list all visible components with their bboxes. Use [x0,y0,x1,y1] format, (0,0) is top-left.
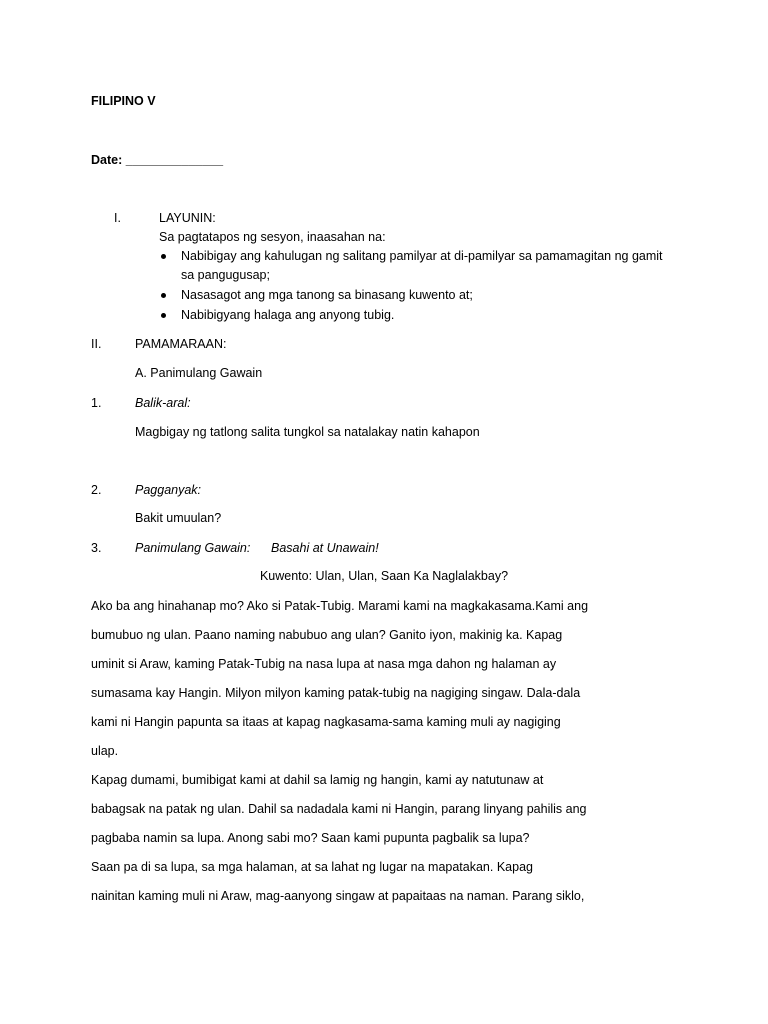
objective-3: Nabibigyang halaga ang anyong tubig. [181,308,395,322]
section-2-numeral: II. [91,337,102,351]
story-line: nainitan kaming muli ni Araw, mag-aanyong singaw at papaitaas na naman. Parang siklo, [91,889,585,903]
item-2-title: Pagganyak: [135,483,202,497]
section-1-intro: Sa pagtatapos ng sesyon, inaasahan na: [159,230,386,244]
item-3-number: 3. [91,541,102,555]
story-line: Kapag dumami, bumibigat kami at dahil sa lamig ng hangin, kami ay natutunaw at [91,773,544,787]
story-line: ulap. [91,744,119,758]
date-label: Date: [91,153,123,167]
item-1-number: 1. [91,396,102,410]
story-line: kami ni Hangin papunta sa itaas at kapag nagkasama-sama kaming muli ay nagiging [91,715,561,729]
subject-heading: FILIPINO V [91,94,156,108]
objective-1: Nabibigay ang kahulugan ng salitang pamilyar at di-pamilyar sa pamamagitan ng gamit [181,249,663,263]
story-line: babagsak na patak ng ulan. Dahil sa nadadala kami ni Hangin, parang linyang pahilis ang [91,802,587,816]
item-3-title: Panimulang Gawain: [135,541,251,555]
bullet-icon [161,254,166,259]
item-1-title: Balik-aral: [135,396,191,410]
story-line: uminit si Araw, kaming Patak-Tubig na nasa lupa at nasa mga dahon ng halaman ay [91,657,557,671]
date-line [91,152,223,168]
section-1-title: LAYUNIN: [159,211,216,225]
objective-2: Nasasagot ang mga tanong sa binasang kuwento at; [181,288,473,302]
story-line: bumubuo ng ulan. Paano naming nabubuo ang ulan? Ganito iyon, makinig ka. Kapag [91,628,563,642]
story-title: Kuwento: Ulan, Ulan, Saan Ka Naglalakbay? [259,569,509,583]
bullet-icon [161,313,166,318]
story-line: Saan pa di sa lupa, sa mga halaman, at sa lahat ng lugar na mapatakan. Kapag [91,860,533,874]
item-1-body: Magbigay ng tatlong salita tungkol sa natalakay natin kahapon [135,425,480,439]
date-blank: ______________ [125,153,224,167]
section-2-title: PAMAMARAAN: [135,337,227,351]
story-line: Ako ba ang hinahanap mo? Ako si Patak-Tubig. Marami kami na magkakasama.Kami ang [91,599,589,613]
item-2-body: Bakit umuulan? [135,511,222,525]
bullet-icon [161,293,166,298]
item-3-extra: Basahi at Unawain! [271,541,379,555]
story-line: sumasama kay Hangin. Milyon milyon kaming patak-tubig na nagiging singaw. Dala-dala [91,686,581,700]
objective-1-continuation: sa pangugusap; [181,268,270,282]
story-line: pagbaba namin sa lupa. Anong sabi mo? Saan kami pupunta pagbalik sa lupa? [91,831,530,845]
item-2-number: 2. [91,483,102,497]
section-1-numeral: I. [114,211,121,225]
subsection-a-title: A. Panimulang Gawain [135,366,263,380]
